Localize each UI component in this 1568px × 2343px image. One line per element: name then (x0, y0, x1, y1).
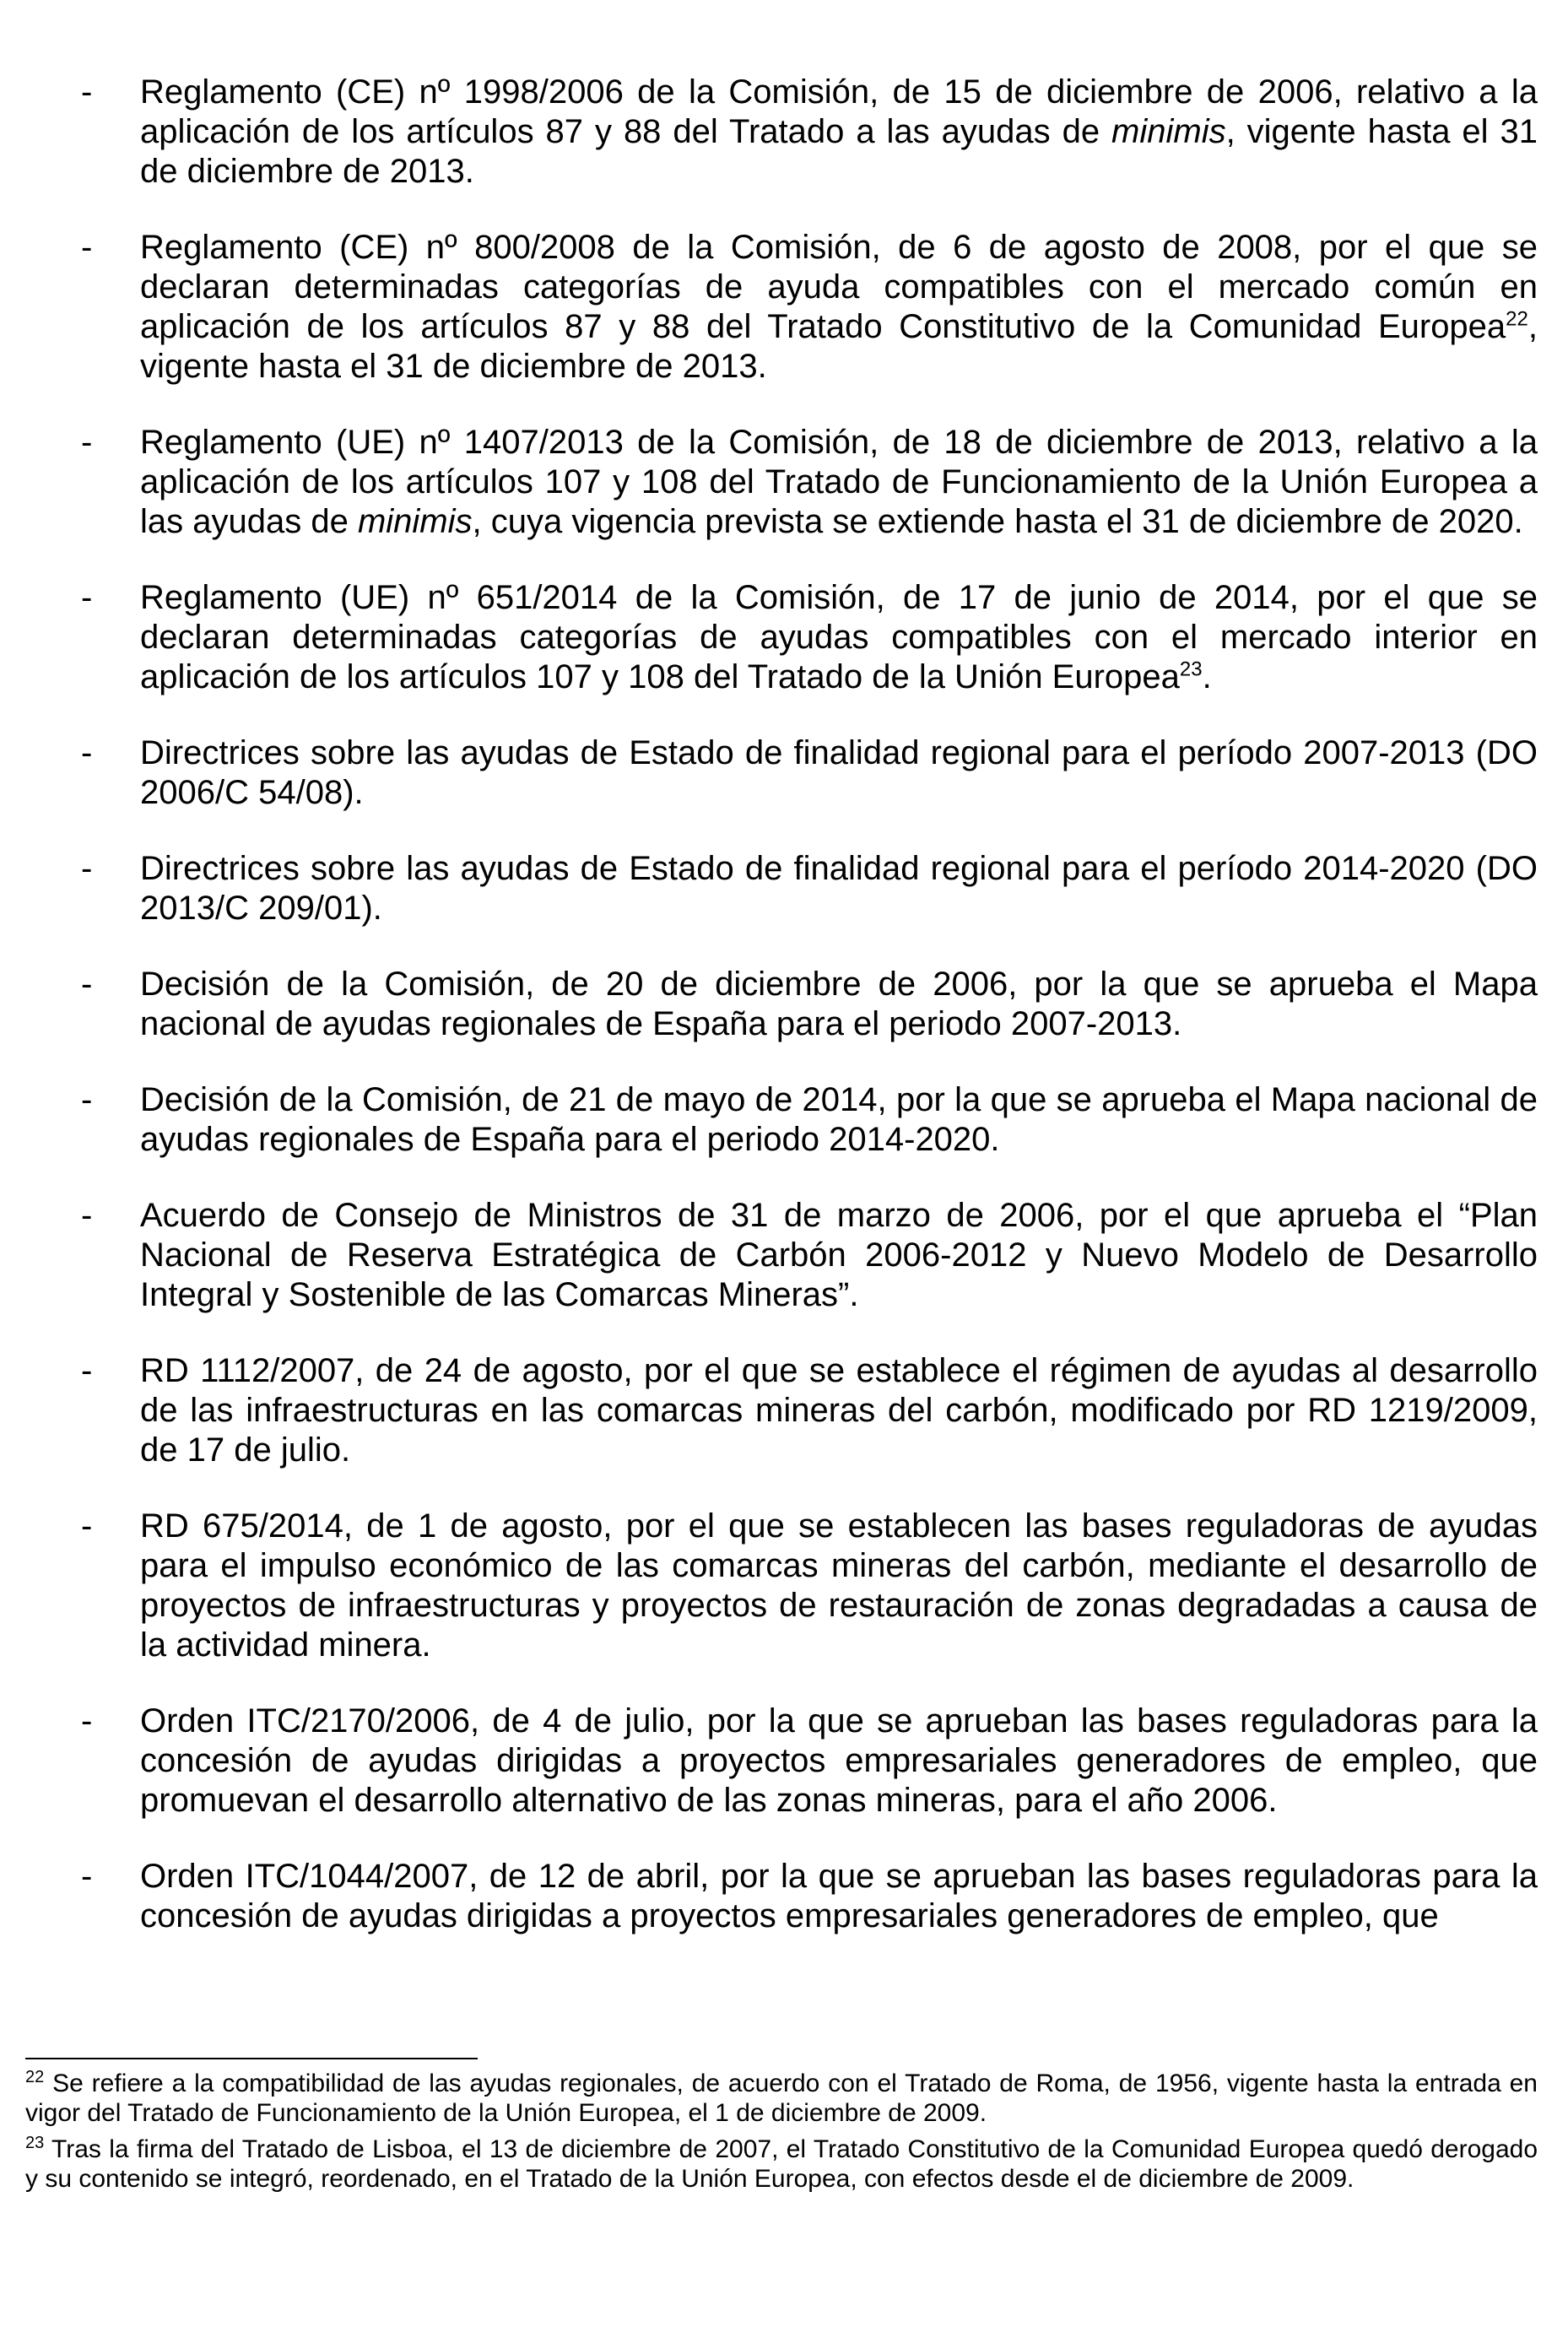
footnote-reference: 23 (1179, 657, 1203, 681)
list-item-text: Directrices sobre las ayudas de Estado de finalidad regional para el período 2007-2013 (DO 2006/C 54/08). (140, 734, 1538, 811)
list-item (81, 73, 1538, 192)
list-item-text: RD 1112/2007, de 24 de agosto, por el que se establece el régimen de ayudas al desarrollo de las infraestructuras en las comarcas mineras del carbón, modificado por RD 1219/2009, de 17 de julio. (140, 1352, 1538, 1469)
list-bullet: - (81, 734, 93, 771)
list-bullet: - (81, 229, 93, 266)
list-item (81, 965, 1538, 1044)
list-bullet: - (81, 579, 93, 616)
list-item-text: Reglamento (UE) nº 651/2014 de la Comisión, de 17 de junio de 2014, por el que se declaran determinadas categorías de ayudas compatibles con el mercado interior en aplicación de los artículos 107 y 108 del Tratado de la Unión Europea$^{23}$. (140, 579, 1538, 695)
list-item (81, 1507, 1538, 1665)
footnote-number: 23 (25, 2134, 45, 2152)
list-item (81, 578, 1538, 697)
list-item (81, 1080, 1538, 1160)
footnote (25, 2135, 1538, 2194)
footnotes (25, 2069, 1538, 2200)
footnote-text: Se refiere a la compatibilidad de las ayudas regionales, de acuerdo con el Tratado de Roma, de 1956, vigente hasta la entrada en vigor del Tratado de Funcionamiento de la Unión Europea, el 1 de diciembre de 2009. (25, 2070, 1538, 2127)
list-item (81, 228, 1538, 387)
list-bullet: - (81, 1197, 93, 1234)
list-item-text: Decisión de la Comisión, de 21 de mayo de 2014, por la que se aprueba el Mapa nacional de ayudas regionales de España para el periodo 2014-2020. (140, 1081, 1538, 1158)
list-item-text: Acuerdo de Consejo de Ministros de 31 de marzo de 2006, por el que aprueba el “Plan Nacional de Reserva Estratégica de Carbón 2006-2012 y Nuevo Modelo de Desarrollo Integral y Sostenible de las Comarcas Mineras”. (140, 1197, 1538, 1313)
list-bullet: - (81, 966, 93, 1003)
list-bullet: - (81, 850, 93, 887)
list-bullet: - (81, 1352, 93, 1389)
list-item (81, 423, 1538, 542)
regulation-list (81, 73, 1538, 1972)
list-item-text: RD 675/2014, de 1 de agosto, por el que se establecen las bases reguladoras de ayudas para el impulso económico de las comarcas mineras del carbón, mediante el desarrollo de proyectos de infraestructuras y proyectos de restauración de zonas degradadas a causa de la actividad minera. (140, 1507, 1538, 1664)
list-item (81, 1196, 1538, 1315)
list-item (81, 1702, 1538, 1821)
list-item-text: Reglamento (CE) nº 1998/2006 de la Comisión, de 15 de diciembre de 2006, relativo a la aplicación de los artículos 87 y 88 del Tratado a las ayudas de minimis, vigente hasta el 31 de diciembre de 2013. (140, 73, 1538, 190)
italic-term: minimis (357, 503, 473, 540)
list-bullet: - (81, 1081, 93, 1118)
list-item-text: Orden ITC/1044/2007, de 12 de abril, por la que se aprueban las bases reguladoras para la concesión de ayudas dirigidas a proyectos empresariales generadores de empleo, que (140, 1858, 1538, 1934)
list-bullet: - (81, 1507, 93, 1545)
list-item-text: Orden ITC/2170/2006, de 4 de julio, por la que se aprueban las bases reguladoras para la concesión de ayudas dirigidas a proyectos empresariales generadores de empleo, que promuevan el desarrollo alternativo de las zonas mineras, para el año 2006. (140, 1702, 1538, 1819)
footnote-number: 22 (25, 2068, 45, 2086)
list-bullet: - (81, 1702, 93, 1740)
list-item-text: Reglamento (CE) nº 800/2008 de la Comisión, de 6 de agosto de 2008, por el que se declaran determinadas categorías de ayuda compatibles con el mercado común en aplicación de los artículos 87 y 88 del Tratado Constitutivo de la Comunidad Europea$^{22}$, vigente hasta el 31 de diciembre de 2013. (140, 229, 1538, 385)
list-item (81, 733, 1538, 813)
list-item (81, 849, 1538, 928)
list-item (81, 1351, 1538, 1470)
italic-term: minimis (1111, 113, 1226, 150)
list-bullet: - (81, 73, 93, 111)
list-bullet: - (81, 1858, 93, 1895)
footnote-reference: 22 (1506, 307, 1528, 331)
footnote-text: Tras la firma del Tratado de Lisboa, el 13 de diciembre de 2007, el Tratado Constitutivo de la Comunidad Europea quedó derogado y su contenido se integró, reordenado, en el Tratado de la Unión Europea, con efectos desde el de diciembre de 2009. (25, 2135, 1538, 2193)
footnote (25, 2069, 1538, 2128)
list-item (81, 1857, 1538, 1936)
list-bullet: - (81, 424, 93, 461)
list-item-text: Decisión de la Comisión, de 20 de diciembre de 2006, por la que se aprueba el Mapa nacional de ayudas regionales de España para el periodo 2007-2013. (140, 966, 1538, 1042)
list-item-text: Directrices sobre las ayudas de Estado de finalidad regional para el período 2014-2020 (DO 2013/C 209/01). (140, 850, 1538, 927)
list-item-text: Reglamento (UE) nº 1407/2013 de la Comisión, de 18 de diciembre de 2013, relativo a la aplicación de los artículos 107 y 108 del Tratado de Funcionamiento de la Unión Europea a las ayudas de minimis, cuya vigencia prevista se extiende hasta el 31 de diciembre de 2020. (140, 424, 1538, 540)
footnote-separator (25, 2058, 478, 2059)
